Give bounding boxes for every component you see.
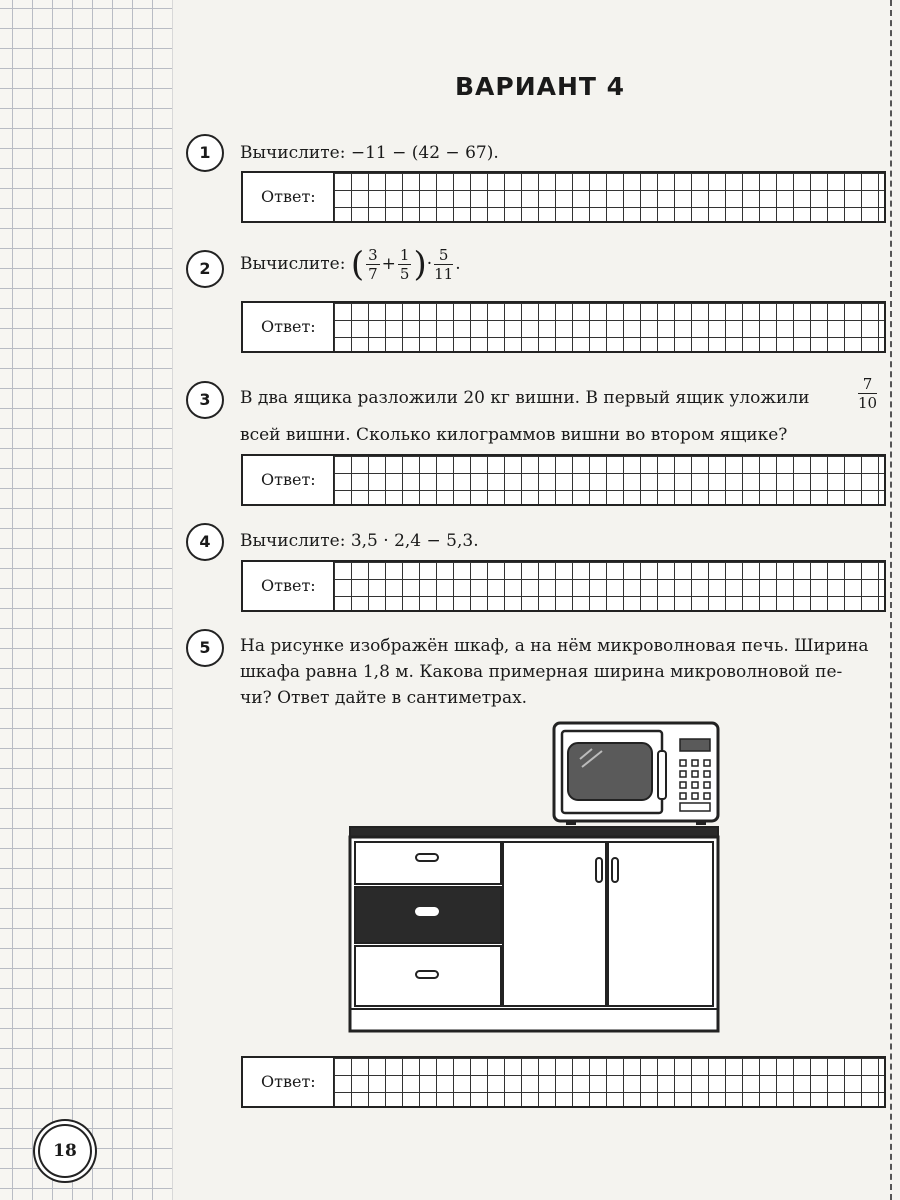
answer-cells[interactable] — [333, 303, 884, 351]
question-5-line3: чи? Ответ дайте в сантиметрах. — [240, 688, 528, 708]
plus-sign: + — [381, 254, 396, 274]
cabinet-microwave-illustration — [340, 715, 730, 1040]
fraction-1-5: $\frac{1}{5}$ — [399, 246, 410, 283]
question-2-prefix: Вычислите: — [240, 254, 346, 274]
question-3-line1-text: В два ящика разложили 20 кг вишни. В первый ящик уложили — [240, 388, 810, 408]
question-1-text: Вычислите: −11 − (42 − 67). — [240, 143, 499, 163]
paren-open: ( — [350, 244, 365, 285]
question-number-4: 4 — [186, 523, 224, 561]
answer-label: Ответ: — [261, 187, 316, 206]
answer-cells[interactable] — [333, 562, 884, 610]
page-number: 18 — [38, 1124, 92, 1178]
cut-line — [890, 0, 892, 1200]
answer-cells[interactable] — [333, 456, 884, 504]
dot-sign: · — [426, 254, 433, 274]
answer-cells[interactable] — [333, 1058, 884, 1106]
fraction-3-7: $\frac{3}{7}$ — [368, 246, 378, 283]
answer-label: Ответ: — [261, 576, 316, 595]
answer-label: Ответ: — [261, 1072, 316, 1091]
question-3-line2: всей вишни. Сколько килограммов вишни во втором ящике? — [240, 425, 788, 445]
margin-grid — [0, 0, 173, 1200]
answer-box-4[interactable] — [241, 560, 886, 612]
answer-label: Ответ: — [261, 317, 316, 336]
answer-cells[interactable] — [333, 173, 884, 221]
question-number-1: 1 — [186, 134, 224, 172]
cabinet-icon — [350, 827, 718, 1031]
answer-label: Ответ: — [261, 470, 316, 489]
answer-box-3[interactable] — [241, 454, 886, 506]
answer-box-5[interactable] — [241, 1056, 886, 1108]
period: . — [455, 254, 461, 274]
fraction-7-10: $\frac{7}{10}$ — [858, 375, 878, 412]
question-5-line1: На рисунке изображён шкаф, а на нём микроволновая печь. Ширина — [240, 636, 869, 656]
page-title: ВАРИАНТ 4 — [455, 72, 626, 101]
fraction-5-11: $\frac{5}{11}$ — [434, 246, 454, 283]
question-4-text: Вычислите: 3,5 · 2,4 − 5,3. — [240, 531, 479, 551]
question-number-3: 3 — [186, 381, 224, 419]
question-5-line2: шкафа равна 1,8 м. Какова примерная ширина микроволновой пе- — [240, 662, 843, 682]
question-2-text — [240, 246, 461, 283]
question-3-line1 — [240, 385, 810, 411]
question-number-5: 5 — [186, 629, 224, 667]
microwave-icon — [554, 723, 718, 825]
answer-box-2[interactable] — [241, 301, 886, 353]
paren-close: ) — [413, 244, 427, 285]
answer-box-1[interactable] — [241, 171, 886, 223]
question-number-2: 2 — [186, 250, 224, 288]
